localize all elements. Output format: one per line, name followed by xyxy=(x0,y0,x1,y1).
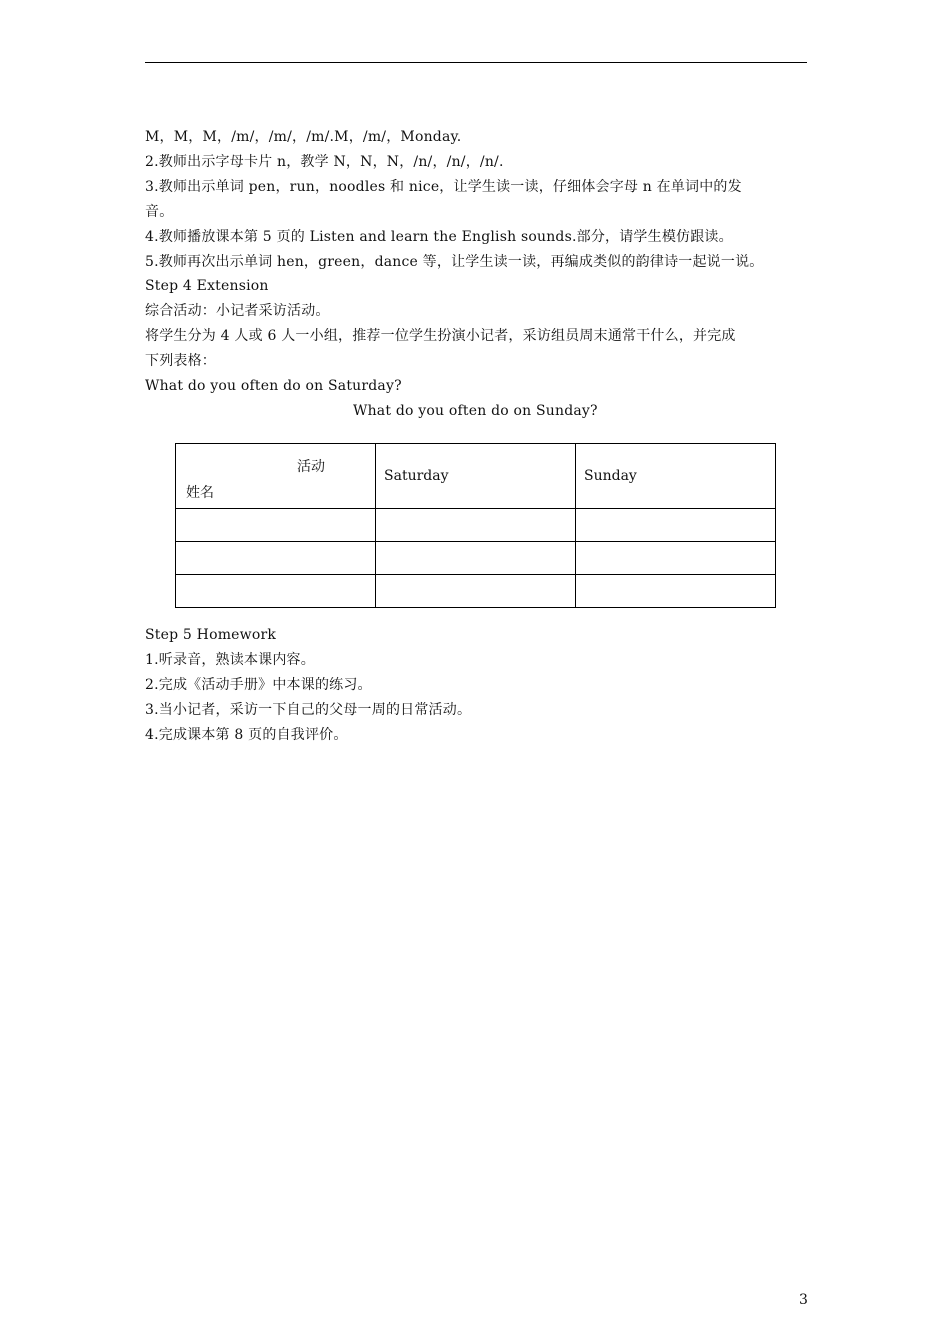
centered-question: What do you often do on Sunday? xyxy=(353,403,598,419)
text-line: 4.完成课本第 8 页的自我评价。 xyxy=(145,727,348,743)
header-cell-diagonal xyxy=(176,444,376,509)
header-name-label: 姓名 xyxy=(186,485,214,501)
text-line: 2.教师出示字母卡片 n，教学 N，N，N，/n/，/n/，/n/. xyxy=(145,154,504,170)
text-line: 将学生分为 4 人或 6 人一小组，推荐一位学生扮演小记者，采访组员周末通常干什么，并完成 xyxy=(145,328,736,344)
text-line: 综合活动：小记者采访活动。 xyxy=(145,303,330,319)
table-cell xyxy=(376,575,576,608)
table-cell xyxy=(176,509,376,542)
table-cell xyxy=(576,542,776,575)
table-row xyxy=(176,575,776,608)
page-number: 3 xyxy=(799,1292,808,1308)
table-cell xyxy=(576,575,776,608)
section-heading: Step 5 Homework xyxy=(145,627,277,643)
text-line: 下列表格： xyxy=(145,353,216,369)
table-header-row xyxy=(176,444,776,509)
text-line: 2.完成《活动手册》中本课的练习。 xyxy=(145,677,372,693)
text-line: 3.当小记者，采访一下自己的父母一周的日常活动。 xyxy=(145,702,472,718)
table-row xyxy=(176,509,776,542)
text-line: 音。 xyxy=(145,204,174,220)
table-cell xyxy=(176,542,376,575)
text-line: 3.教师出示单词 pen，run，noodles 和 nice，让学生读一读，仔细体会字母 n 在单词中的发 xyxy=(145,179,742,195)
survey-table xyxy=(175,443,776,608)
section-heading: Step 4 Extension xyxy=(145,278,269,294)
text-line: 5.教师再次出示单词 hen，green，dance 等，让学生读一读，再编成类似的韵律诗一起说一说。 xyxy=(145,254,764,270)
header-activity-label: 活动 xyxy=(297,459,325,475)
header-cell-saturday: Saturday xyxy=(376,444,576,509)
text-line: 4.教师播放课本第 5 页的 Listen and learn the English sounds.部分，请学生模仿跟读。 xyxy=(145,229,733,245)
header-rule xyxy=(145,62,807,63)
table-cell xyxy=(376,509,576,542)
text-line: What do you often do on Saturday? xyxy=(145,378,402,394)
table-cell xyxy=(376,542,576,575)
text-line: 1.听录音，熟读本课内容。 xyxy=(145,652,315,668)
table-row xyxy=(176,542,776,575)
table-cell xyxy=(576,509,776,542)
text-line: M，M，M，/m/，/m/，/m/.M，/m/，Monday. xyxy=(145,129,462,145)
table-cell xyxy=(176,575,376,608)
header-cell-sunday: Sunday xyxy=(576,444,776,509)
